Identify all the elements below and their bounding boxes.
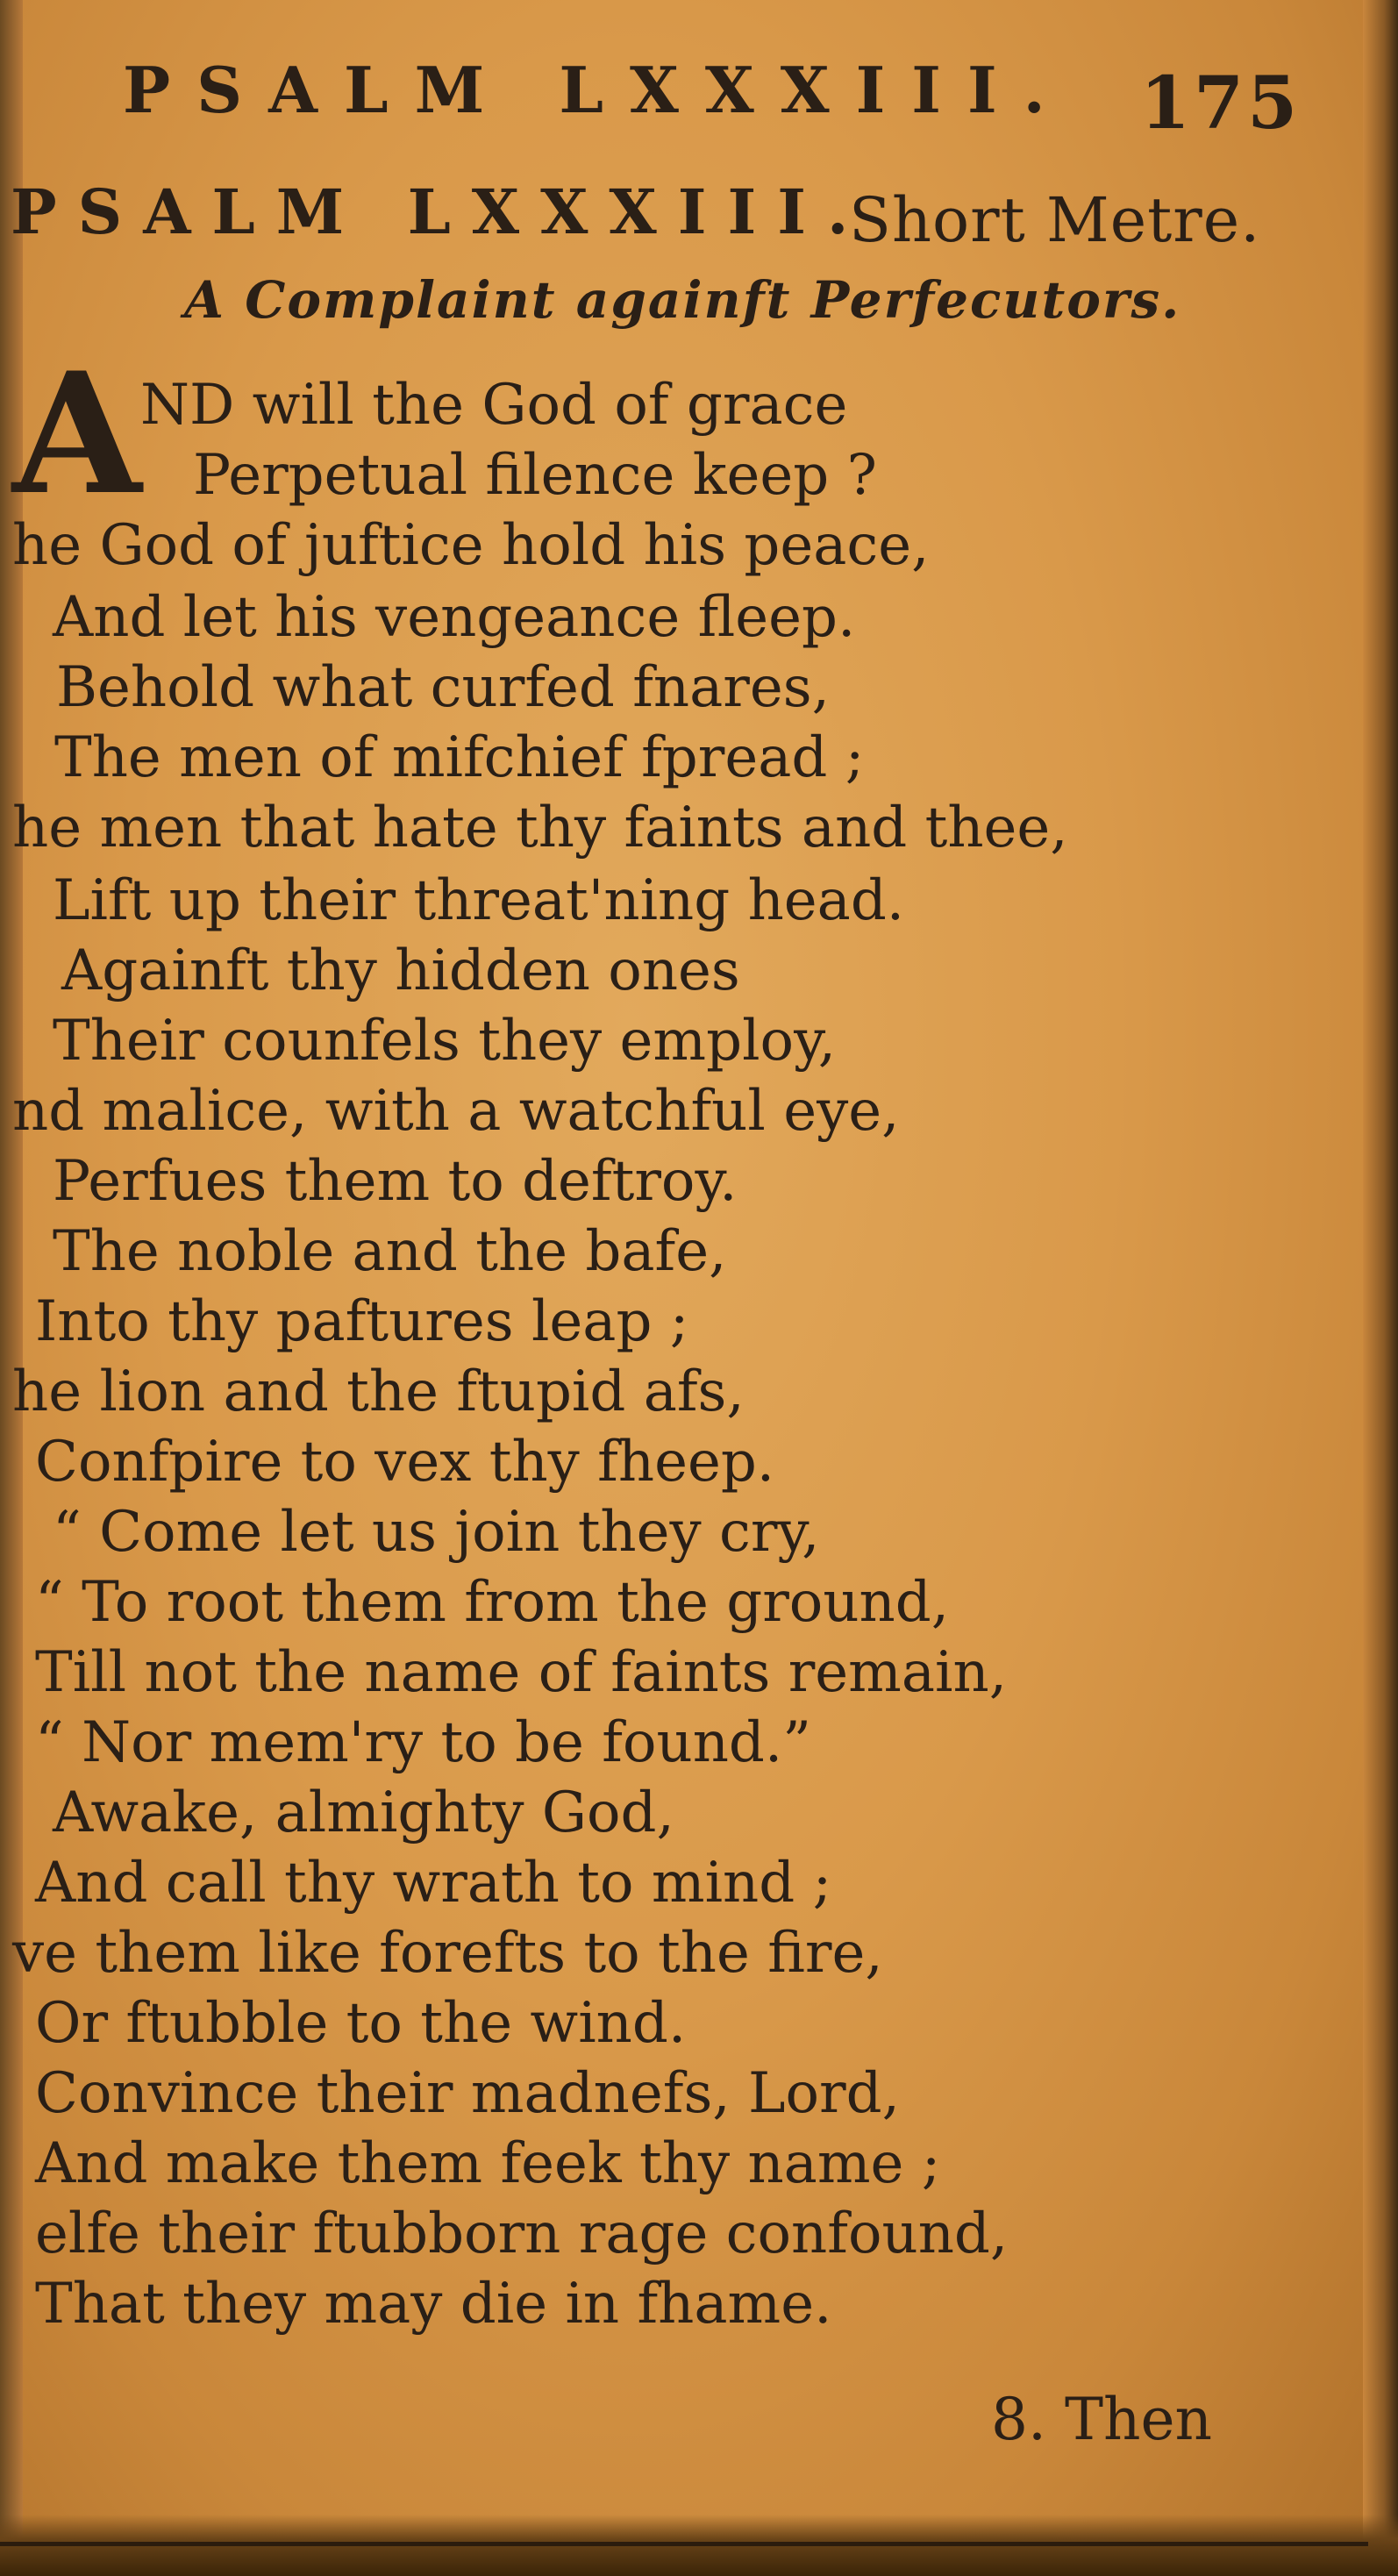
verse-line: Perpetual filence keep ? <box>193 443 877 508</box>
verse-line: The noble and the bafe, <box>53 1219 727 1284</box>
verse-line: Lift up their threat'ning head. <box>53 868 905 933</box>
psalm-title: PSALM LXXXIII. <box>11 175 870 248</box>
verse-line: ve them like forefts to the fire, <box>12 1921 883 1986</box>
verse-line: Confpire to vex thy fheep. <box>35 1430 775 1495</box>
verse-line: Awake, almighty God, <box>53 1780 674 1845</box>
verse-line: elfe their ftubborn rage confound, <box>35 2201 1009 2266</box>
verse-line: And make them feek thy name ; <box>35 2131 941 2196</box>
running-head: PSALM LXXXIII. <box>123 53 1072 127</box>
verse-line: Convince their madnefs, Lord, <box>35 2061 900 2126</box>
verse-line: he God of juftice hold his peace, <box>12 513 930 578</box>
verse-line: The men of mifchief fpread ; <box>54 725 865 790</box>
verse-line: Into thy paftures leap ; <box>35 1289 689 1354</box>
verse-line: Or ftubble to the wind. <box>35 1991 687 2056</box>
verse-line: “ To root them from the ground, <box>35 1570 950 1635</box>
verse-line: he men that hate thy faints and thee, <box>12 796 1068 860</box>
page-right-edge <box>1363 0 1398 2576</box>
verse-line: “ Nor mem'ry to be found.” <box>35 1710 811 1775</box>
verse-line: And let his vengeance fleep. <box>53 585 856 650</box>
catchword: 8. Then <box>991 2386 1213 2453</box>
page-bottom-rule <box>0 2542 1368 2546</box>
verse-line: And call thy wrath to mind ; <box>35 1851 832 1916</box>
verse-line: “ Come let us join they cry, <box>53 1500 820 1565</box>
verse-line: he lion and the ftupid afs, <box>12 1359 745 1424</box>
metre-label: Short Metre. <box>849 184 1261 256</box>
verse-line: ND will the God of grace <box>140 373 848 438</box>
verse-line: That they may die in fhame. <box>35 2272 832 2337</box>
drop-cap: A <box>12 336 142 532</box>
verse-line: Their counfels they employ, <box>53 1009 837 1074</box>
psalm-subtitle: A Complaint againft Perfecutors. <box>184 270 1181 330</box>
verse-line: Perfues them to deftroy. <box>53 1149 738 1214</box>
page-number: 175 <box>1140 61 1302 146</box>
verse-line: Behold what curfed fnares, <box>56 655 830 720</box>
verse-line: Againft thy hidden ones <box>61 938 740 1003</box>
verse-line: nd malice, with a watchful eye, <box>12 1079 900 1144</box>
verse-line: Till not the name of faints remain, <box>35 1640 1008 1705</box>
